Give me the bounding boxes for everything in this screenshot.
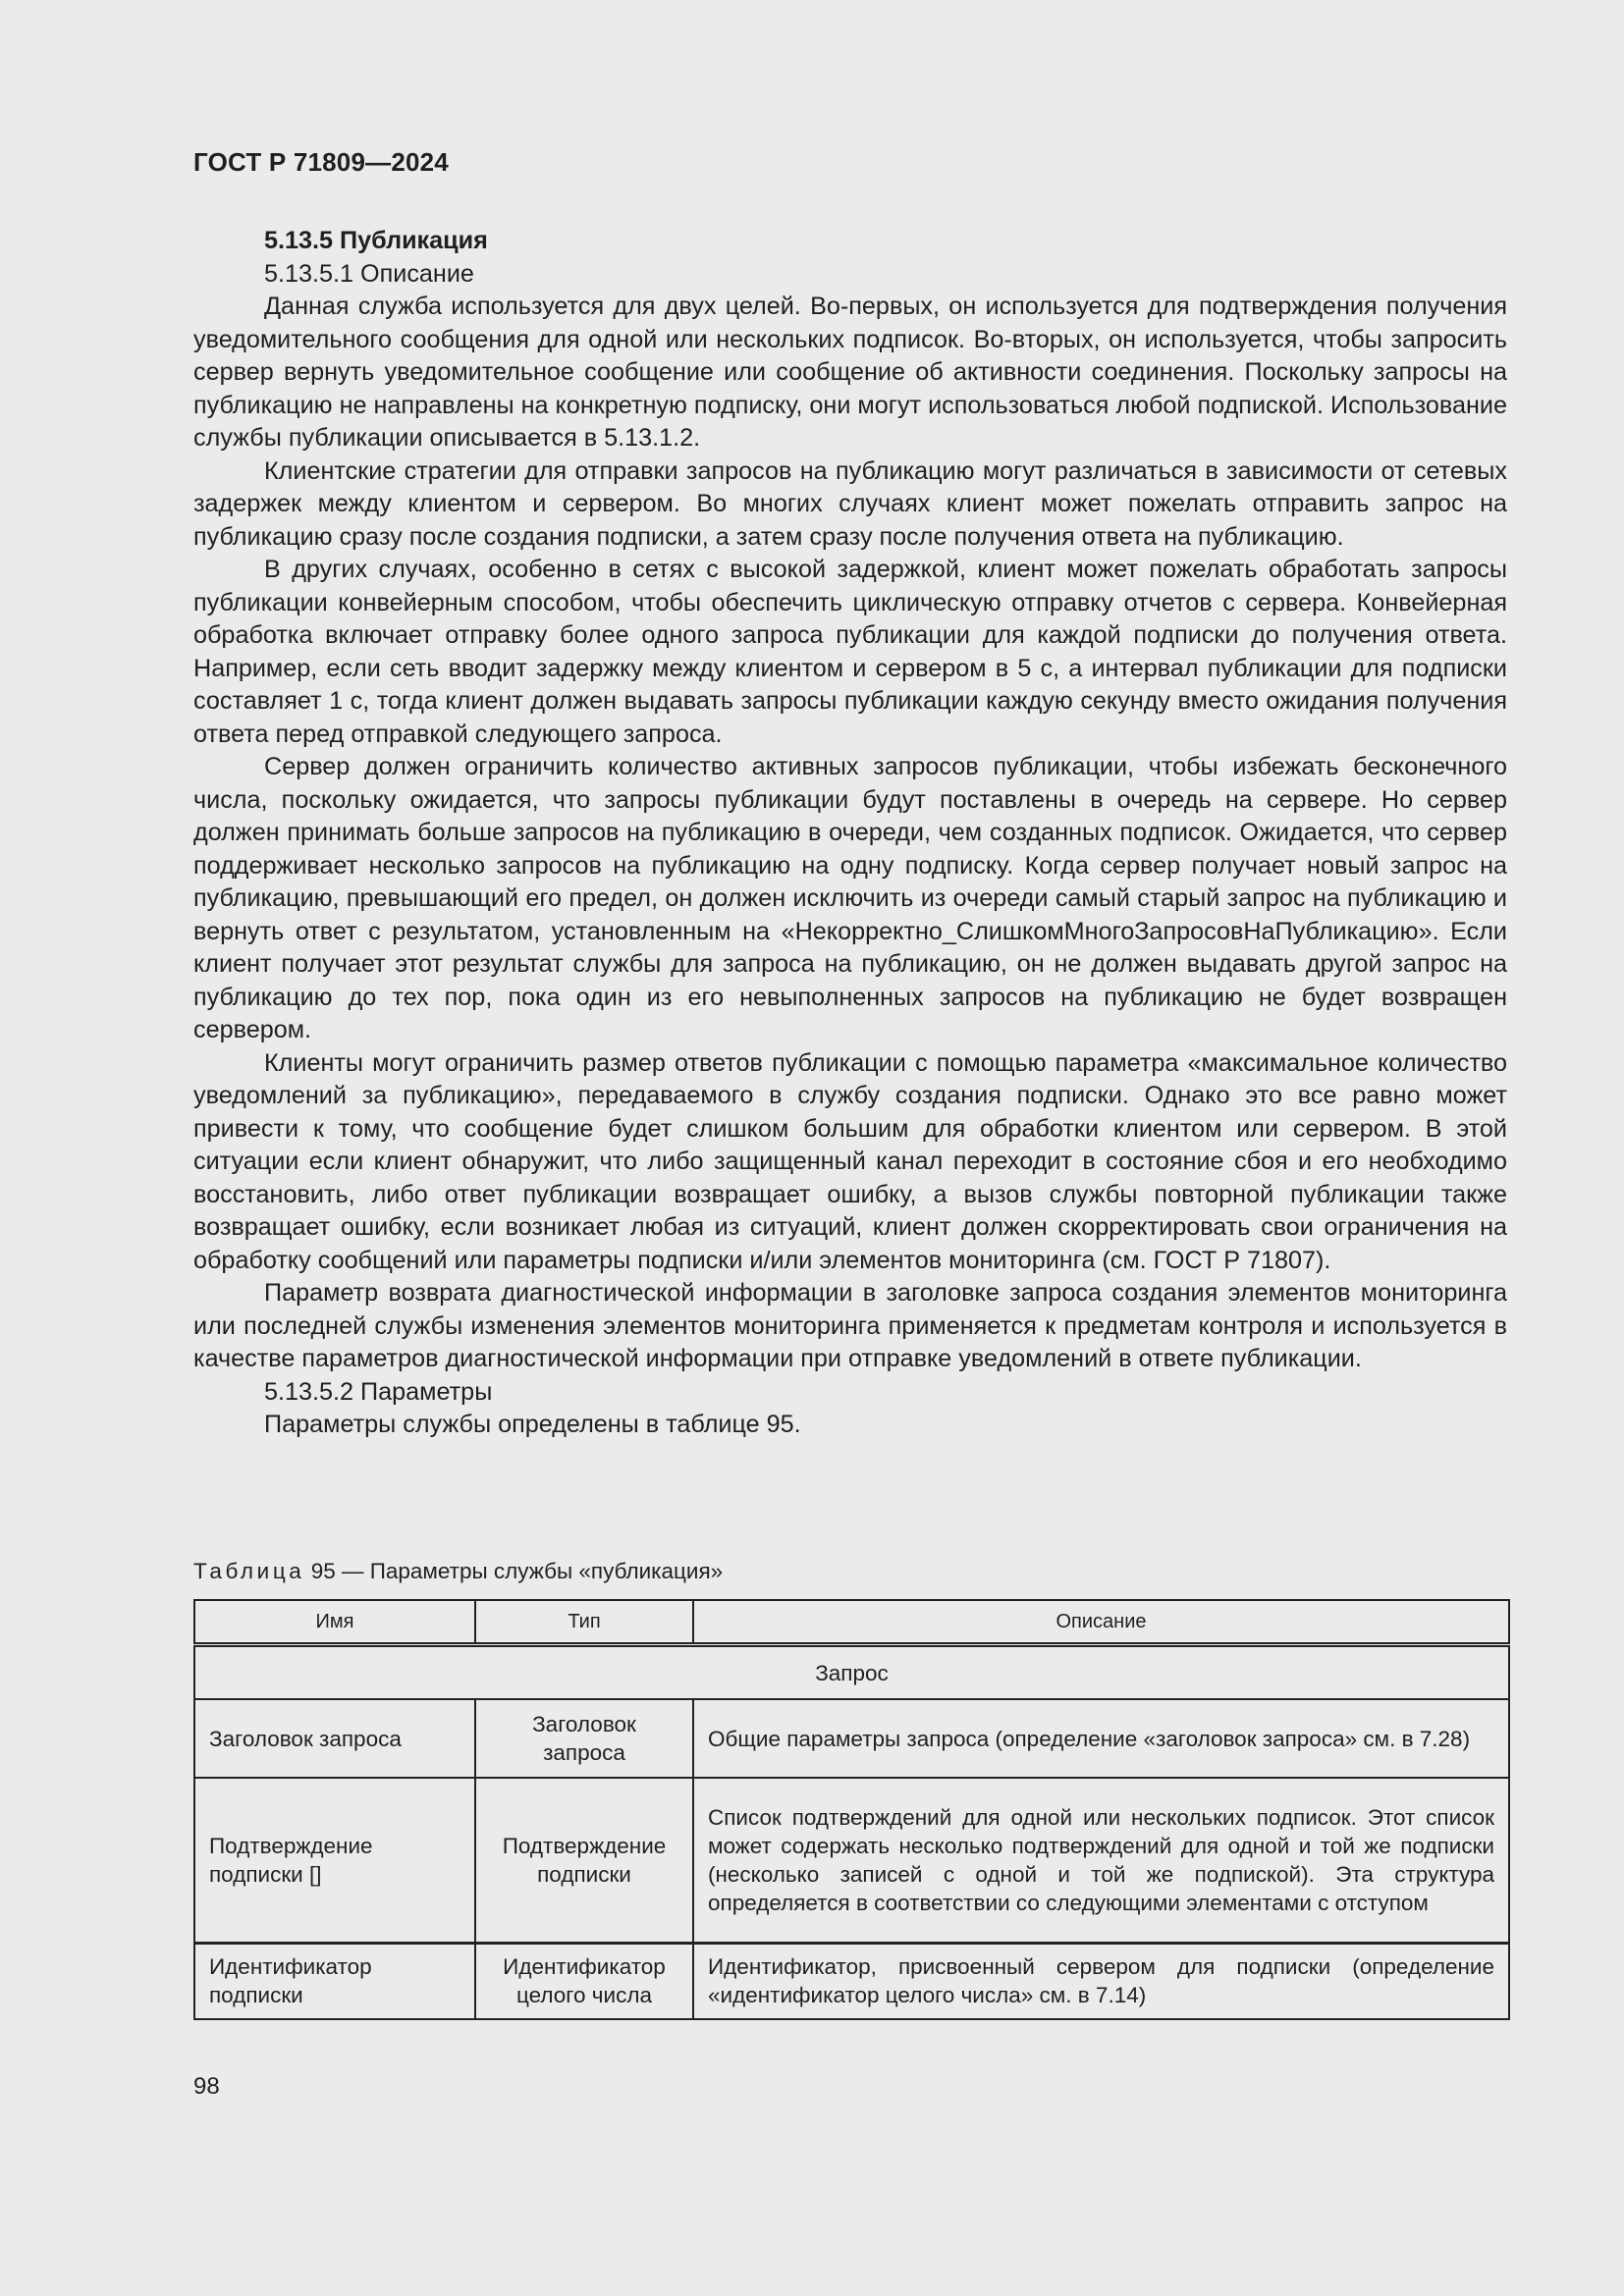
cell-name: Заголовок запроса: [194, 1699, 475, 1778]
parameters-table: [193, 1599, 1510, 2020]
column-header-name: Имя: [194, 1600, 475, 1645]
table-caption: [193, 1557, 723, 1586]
paragraph: Параметры службы определены в таблице 95.: [264, 1411, 801, 1438]
section-body: [193, 225, 1507, 1442]
table-row: [194, 1943, 1509, 2019]
column-header-description: Описание: [693, 1600, 1509, 1645]
paragraph: Параметр возврата диагностической информации в заголовке запроса создания элементов мониторинга или последней службы изменения элементов мониторинга применяется к предметам контроля и используется в качестве параметров диагностической информации при отправке уведомлений в ответе публикации.: [193, 1279, 1507, 1372]
cell-description: Общие параметры запроса (определение «заголовок запроса» см. в 7.28): [693, 1699, 1509, 1778]
table-row: [194, 1778, 1509, 1943]
paragraph: Сервер должен ограничить количество активных запросов публикации, чтобы избежать бесконечного числа, поскольку ожидается, что запросы публикации будут поставлены в очередь на сервере. Но сервер должен принимать больше запросов на публикацию в очереди, чем созданных подписок. Ожидается, что сервер поддерживает несколько запросов на публикацию на одну подписку. Когда сервер получает новый запрос на публикацию, превышающий его предел, он должен исключить из очереди самый старый запрос на публикацию и вернуть ответ с результатом, установленным на «Некорректно_СлишкомМногоЗапросовНаПубликацию». Если клиент получает этот результат службы для запроса на публикацию, он не должен выдавать другой запрос на публикацию до тех пор, пока один из его невыполненных запросов на публикацию не будет возвращен сервером.: [193, 753, 1507, 1043]
subsection-title-parameters: 5.13.5.2 Параметры: [264, 1377, 493, 1406]
cell-name: Подтверждение подписки []: [194, 1778, 475, 1943]
paragraph: Данная служба используется для двух целей. Во-первых, он используется для подтверждения получения уведомительного сообщения для одной или нескольких подписок. Во-вторых, он используется, чтобы запросить сервер вернуть уведомительное сообщение или сообщение об активности соединения. Поскольку запросы на публикацию не направлены на конкретную подписку, они могут использоваться любой подпиской. Использование службы публикации описывается в 5.13.1.2.: [193, 293, 1507, 452]
cell-type: Идентификатор целого числа: [475, 1943, 693, 2019]
paragraph: Клиенты могут ограничить размер ответов публикации с помощью параметра «максимальное количество уведомлений за публикацию», передаваемого в службу создания подписки. Однако это все равно может привести к тому, что сообщение будет слишком большим для обработки клиентом или сервером. В этой ситуации если клиент обнаружит, что либо защищенный канал переходит в состояние сбоя и его необходимо восстановить, либо ответ публикации возвращает ошибку, а вызов службы повторной публикации также возвращает ошибку, если возникает любая из ситуаций, клиент должен скорректировать свои ограничения на обработку сообщений или параметры подписки и/или элементов мониторинга (см. ГОСТ Р 71807).: [193, 1048, 1507, 1274]
document-header: ГОСТ Р 71809—2024: [193, 147, 449, 177]
table-caption-label: Таблица: [193, 1559, 305, 1583]
cell-type: Заголовок запроса: [475, 1699, 693, 1778]
section-title: 5.13.5 Публикация: [264, 227, 488, 254]
cell-description: Список подтверждений для одной или нескольких подписок. Этот список может содержать несколько подтверждений для одной и той же подписки (несколько записей с одной и той же подпиской). Эта структура определяется в соответствии со следующими элементами с отступом: [693, 1778, 1509, 1943]
cell-type: Подтверждение подписки: [475, 1778, 693, 1943]
column-header-type: Тип: [475, 1600, 693, 1645]
cell-name: Идентификатор подписки: [194, 1943, 475, 2019]
table-section-row: [194, 1645, 1509, 1700]
section-row-label: Запрос: [194, 1645, 1509, 1700]
table-header-row: [194, 1600, 1509, 1645]
table-caption-text: 95 — Параметры службы «публикация»: [310, 1559, 724, 1583]
cell-description: Идентификатор, присвоенный сервером для подписки (определение «идентификатор целого числа» см. в 7.14): [693, 1943, 1509, 2019]
paragraph: В других случаях, особенно в сетях с высокой задержкой, клиент может пожелать обработать запросы публикации конвейерным способом, чтобы обеспечить циклическую отправку отчетов с сервера. Конвейерная обработка включает отправку более одного запроса публикации для каждой подписки до получения ответа. Например, если сеть вводит задержку между клиентом и сервером в 5 с, а интервал публикации для подписки составляет 1 с, тогда клиент должен выдавать запросы публикации каждую секунду вместо ожидания получения ответа перед отправкой следующего запроса.: [193, 556, 1507, 748]
paragraph: Клиентские стратегии для отправки запросов на публикацию могут различаться в зависимости от сетевых задержек между клиентом и сервером. Во многих случаях клиент может пожелать отправить запрос на публикацию сразу после создания подписки, а затем сразу после получения ответа на публикацию.: [193, 456, 1507, 551]
subsection-title-description: 5.13.5.1 Описание: [264, 259, 474, 288]
table-row: [194, 1699, 1509, 1778]
page-number: 98: [193, 2073, 220, 2100]
